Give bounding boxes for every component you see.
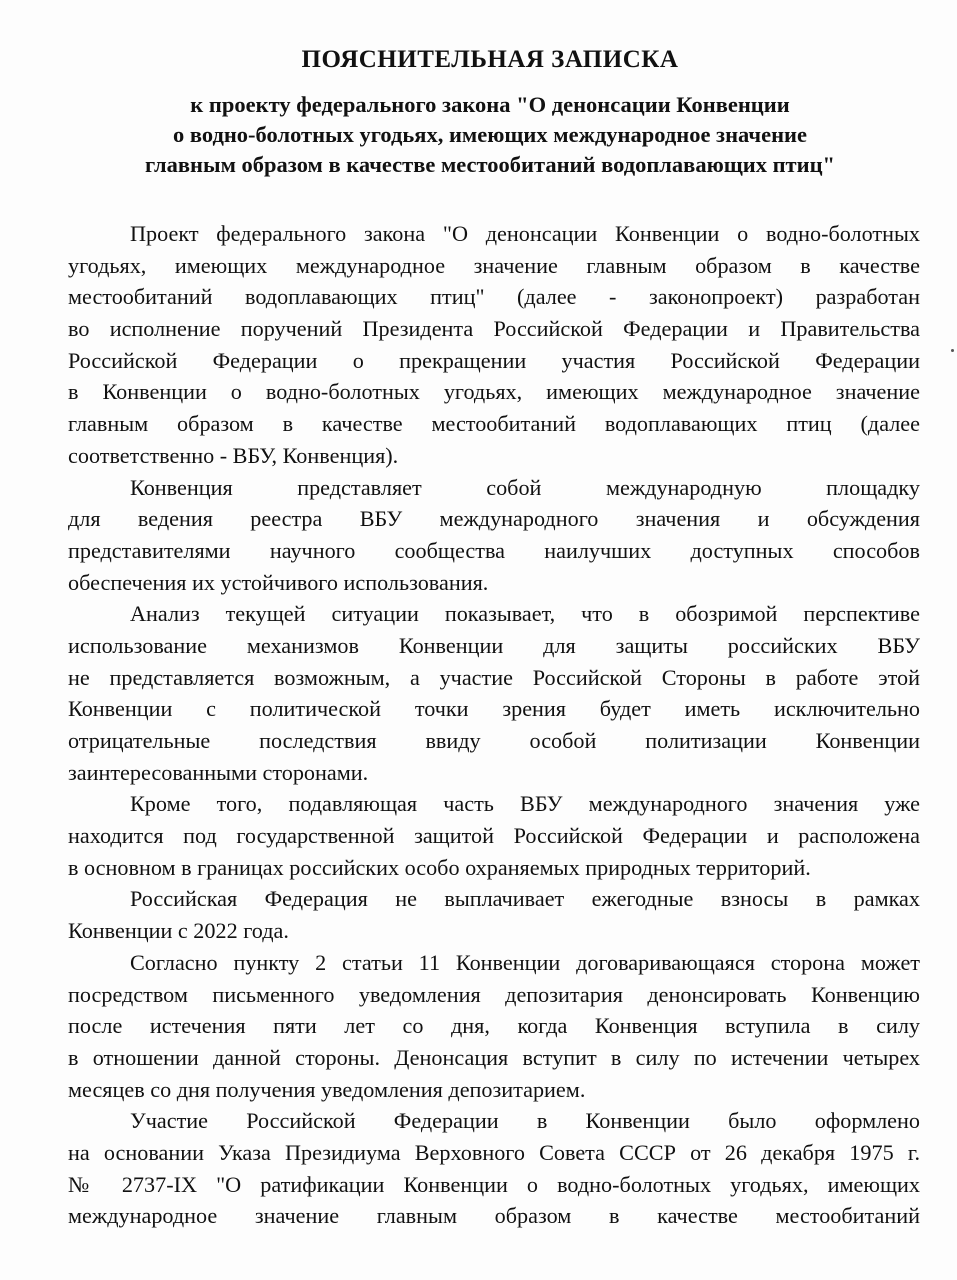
paragraph-line: находится под государственной защитой Российской Федерации и расположена xyxy=(68,823,920,849)
paragraph-line: заинтересованными сторонами. xyxy=(68,759,369,785)
paragraph xyxy=(68,788,920,883)
paragraph-line: Российская Федерация не выплачивает ежегодные взносы в рамках xyxy=(130,886,920,912)
paragraph-line: № 2737-IX "О ратификации Конвенции о водно-болотных угодьях, имеющих xyxy=(68,1171,920,1197)
paragraph-line: Конвенции с 2022 года. xyxy=(68,918,289,944)
paragraph-line: Кроме того, подавляющая часть ВБУ международного значения уже xyxy=(130,791,920,817)
paragraph-line: местообитаний водоплавающих птиц" (далее - законопроект) разработан xyxy=(68,284,920,310)
paragraph-line: Конвенции с политической точки зрения будет иметь исключительно xyxy=(68,696,920,722)
subtitle-line: к проекту федерального закона "О денонсации Конвенции xyxy=(190,92,790,117)
paragraph-line: угодьях, имеющих международное значение главным образом в качестве xyxy=(68,252,920,278)
paragraph xyxy=(68,598,920,788)
paragraph-line: во исполнение поручений Президента Российской Федерации и Правительства xyxy=(68,316,920,342)
paragraph-line: не представляется возможным, а участие Российской Стороны в работе этой xyxy=(68,664,920,690)
subtitle-line: о водно-болотных угодьях, имеющих международное значение xyxy=(172,122,807,147)
paragraph-line: использование механизмов Конвенции для защиты российских ВБУ xyxy=(68,632,920,658)
paragraph-line: Анализ текущей ситуации показывает, что в обозримой перспективе xyxy=(130,601,920,627)
paragraph xyxy=(68,947,920,1105)
paragraph-line: отрицательные последствия ввиду особой политизации Конвенции xyxy=(68,728,920,753)
paragraph-line: представителями научного сообщества наилучших доступных способов xyxy=(68,537,920,563)
paragraph xyxy=(68,883,920,946)
paragraph xyxy=(68,472,920,599)
paragraph-line: соответственно - ВБУ, Конвенция). xyxy=(68,442,399,468)
paragraph-line: обеспечения их устойчивого использования. xyxy=(68,569,489,595)
paragraph-line: в отношении данной стороны. Денонсация вступит в силу по истечении четырех xyxy=(68,1044,920,1070)
paragraph-line: на основании Указа Президиума Верховного Совета СССР от 26 декабря 1975 г. xyxy=(68,1139,920,1165)
paragraph-line: Российской Федерации о прекращении участия Российской Федерации xyxy=(68,347,920,373)
paragraph-line: Конвенция представляет собой международную площадку xyxy=(130,474,920,500)
paragraph-line: Проект федерального закона "О денонсации Конвенции о водно-болотных xyxy=(130,221,920,246)
document-body xyxy=(68,218,920,1232)
paragraph-line: Участие Российской Федерации в Конвенции было оформлено xyxy=(130,1108,920,1134)
paragraph-line: в Конвенции о водно-болотных угодьях, имеющих международное значение xyxy=(68,379,920,405)
document-subtitle xyxy=(60,90,920,180)
paragraph xyxy=(68,1105,920,1232)
paragraph-line: после истечения пяти лет со дня, когда Конвенция вступила в силу xyxy=(68,1013,920,1039)
paragraph-line: главным образом в качестве местообитаний водоплавающих птиц (далее xyxy=(68,411,920,437)
paragraph-line: месяцев со дня получения уведомления депозитарием. xyxy=(68,1076,586,1102)
document-title: ПОЯСНИТЕЛЬНАЯ ЗАПИСКА xyxy=(301,46,679,73)
paragraph-line: Согласно пункту 2 статьи 11 Конвенции договаривающаяся сторона может xyxy=(130,949,920,975)
subtitle-line: главным образом в качестве местообитаний водоплавающих птиц" xyxy=(144,152,836,177)
paragraph-line: в основном в границах российских особо охраняемых природных территорий. xyxy=(68,854,811,880)
paragraph-line: посредством письменного уведомления депозитария денонсировать Конвенцию xyxy=(68,981,920,1007)
scan-speck xyxy=(951,349,954,352)
paragraph-line: международное значение главным образом в качестве местообитаний xyxy=(68,1203,920,1229)
paragraph xyxy=(68,218,920,472)
paragraph-line: для ведения реестра ВБУ международного значения и обсуждения xyxy=(68,506,920,532)
